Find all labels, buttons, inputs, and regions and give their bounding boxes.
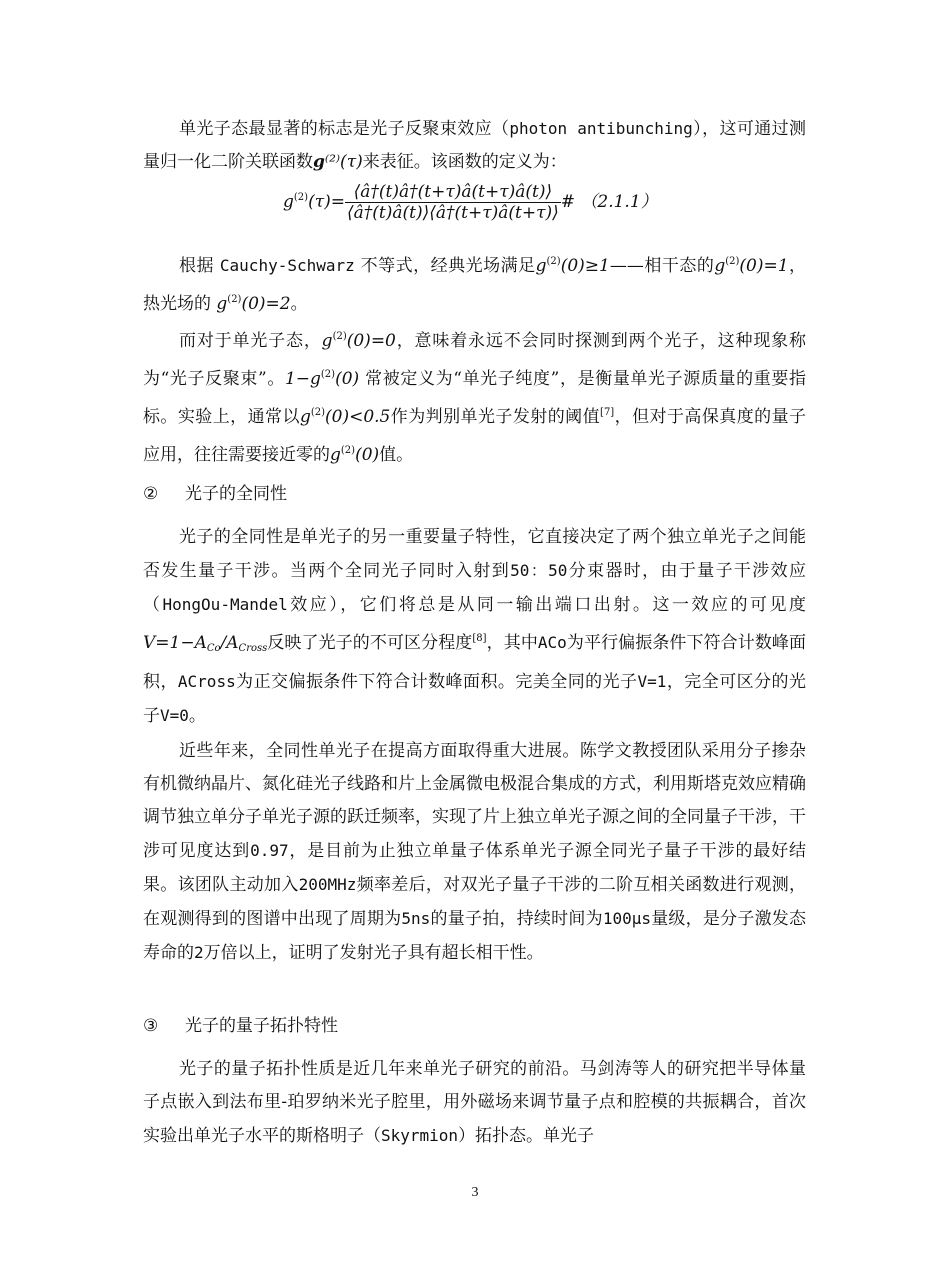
sup: (2) bbox=[725, 256, 740, 267]
text: 效应），它们将总是从同一输出端口出射。这一效应的可见度 bbox=[287, 595, 807, 615]
math-visibility bbox=[143, 633, 267, 653]
term: V=1 bbox=[637, 672, 667, 691]
sup: (2) bbox=[340, 445, 356, 456]
expr: 1− bbox=[284, 369, 310, 389]
eq-numerator: ⟨â†(t)â†(t+τ)â(t+τ)â(t)⟩ bbox=[345, 182, 561, 203]
term: ACo bbox=[537, 633, 567, 652]
text: 作为判别单光子发射的阈值 bbox=[390, 407, 601, 427]
sup: (2) bbox=[227, 294, 242, 305]
sup: (2) bbox=[310, 407, 325, 418]
g: g bbox=[535, 256, 547, 276]
text: 。 bbox=[290, 294, 308, 314]
heading-number: ② bbox=[143, 484, 159, 504]
paragraph-topology bbox=[143, 1053, 806, 1153]
text: ，热光场的 bbox=[143, 256, 807, 314]
eq-lhs-arg: (τ)= bbox=[308, 192, 345, 212]
text: 常被定义为“单光子纯度”，是衡量单光子源质量的重要指标。实验上，通常以 bbox=[143, 369, 806, 427]
g: g bbox=[310, 369, 321, 389]
text: 值。 bbox=[379, 445, 414, 465]
g: g bbox=[321, 331, 333, 351]
eq-denominator: ⟨â†(t)â(t)⟩⟨â†(t+τ)â(t+τ)⟩ bbox=[346, 203, 559, 223]
text: ——相干态的 bbox=[609, 256, 715, 276]
expr: /A bbox=[220, 633, 239, 653]
value: 2 bbox=[194, 943, 204, 962]
expr: (0)≥1 bbox=[560, 256, 610, 276]
text: ），这可通过测量归一化二阶关联函数 bbox=[143, 119, 807, 172]
text: ，完全可区分的光子 bbox=[143, 672, 807, 726]
heading-number: ③ bbox=[143, 1016, 159, 1036]
expr: (0)=1 bbox=[739, 256, 789, 276]
text: 不等式，经典光场满足 bbox=[354, 256, 536, 276]
text: 来表征。该函数的定义为： bbox=[362, 152, 567, 172]
sup: (2) bbox=[320, 369, 336, 380]
paragraph-hom bbox=[143, 521, 806, 733]
text: 量级，是分子激发态寿命的 bbox=[143, 909, 807, 963]
term: V=0 bbox=[160, 706, 189, 725]
expr: (0) bbox=[335, 369, 360, 389]
g: g bbox=[216, 294, 228, 314]
text: 光子的量子拓扑性质是近几年来单光子研究的前沿。马剑涛等人的研究把半导体量子点嵌入到法布里-珀罗纳米光子腔里，用外磁场来调节量子点和腔模的共振耦合，首次实验出单光子水平的斯格明子（ bbox=[143, 1059, 806, 1146]
term-skyrmion: Skyrmion bbox=[381, 1126, 459, 1145]
value: 100μs bbox=[602, 909, 651, 928]
g: g bbox=[714, 256, 726, 276]
text: 为平行偏振条件下符合计数峰面积， bbox=[143, 633, 807, 692]
text: 而对于单光子态， bbox=[179, 331, 322, 351]
text: ）拓扑态。单光子 bbox=[458, 1126, 595, 1146]
math bbox=[330, 445, 379, 465]
heading-text: 光子的量子拓扑特性 bbox=[185, 1016, 338, 1036]
sup: (2) bbox=[546, 256, 561, 267]
sup: (2) bbox=[332, 331, 347, 342]
math-g2-tau: g⁽²⁾(τ) bbox=[313, 152, 363, 172]
text: 万倍以上，证明了发射光子具有超长相干性。 bbox=[203, 943, 544, 963]
text: 单光子态最显著的标志是光子反聚束效应（ bbox=[179, 119, 510, 139]
text: 反映了光子的不可区分程度 bbox=[267, 633, 473, 653]
g: g bbox=[313, 152, 325, 172]
text: 根据 bbox=[179, 256, 220, 276]
expr: (0)=2 bbox=[241, 294, 291, 314]
term: ACross bbox=[177, 672, 236, 691]
paragraph-cauchy-schwarz bbox=[143, 245, 806, 321]
page-number: 3 bbox=[471, 1185, 479, 1200]
sub: Cross bbox=[238, 643, 268, 654]
value: 5ns bbox=[401, 909, 431, 928]
text: 近些年来，全同性单光子在提高方面取得重大进展。陈学文教授团队采用分子掺杂有机微纳晶片、氮化硅光子线路和片上金属微电极混合集成的方式，利用斯塔克效应精确调节独立单分子单光子源的跃迁频率，实现了片上独立单光子源之间的全同量子干涉，干涉可见度达到 bbox=[143, 741, 806, 861]
text: 。 bbox=[188, 706, 206, 726]
citation-8: [8] bbox=[472, 633, 487, 644]
text: 光子的全同性是单光子的另一重要量子特性，它直接决定了两个独立单光子之间能否发生量子干涉。当两个全同光子同时入射到 bbox=[143, 527, 806, 581]
citation-7: [7] bbox=[600, 407, 615, 418]
sub: Co bbox=[206, 643, 221, 654]
eq-tag: # （2.1.1） bbox=[560, 192, 658, 212]
eq-lhs: g bbox=[283, 192, 294, 212]
term-cauchy-schwarz: Cauchy-Schwarz bbox=[219, 256, 355, 275]
text: ，意味着永远不会同时探测到两个光子，这种现象称为“光子反聚束”。 bbox=[143, 331, 807, 389]
value: 200MHz bbox=[298, 875, 357, 894]
g: g bbox=[330, 445, 341, 465]
g: g bbox=[299, 407, 311, 427]
math bbox=[300, 407, 390, 427]
text: 为正交偏振条件下符合计数峰面积。完美全同的光子 bbox=[235, 672, 638, 692]
text: 的量子拍，持续时间为 bbox=[430, 909, 603, 929]
eq-lhs-sup: (2) bbox=[293, 192, 309, 203]
text: 频率差后，对双光子量子干涉的二阶互相关函数进行观测，在观测得到的图谱中出现了周期为 bbox=[143, 875, 807, 929]
expr: (0) bbox=[355, 445, 380, 465]
paragraph-antibunching bbox=[143, 112, 806, 179]
heading-topology bbox=[143, 1010, 338, 1043]
math bbox=[536, 256, 610, 276]
math bbox=[714, 256, 788, 276]
equation-2-1-1 bbox=[283, 182, 658, 238]
text: ，其中 bbox=[486, 633, 538, 653]
math bbox=[216, 294, 290, 314]
text: ，是目前为止独立单量子体系单光子源全同光子量子干涉的最好结果。该团队主动加入 bbox=[143, 841, 807, 895]
term-photon-antibunching: photon antibunching bbox=[509, 119, 693, 138]
expr: (0)=0 bbox=[346, 331, 396, 351]
expr: V=1−A bbox=[143, 633, 207, 653]
ratio: 50：50 bbox=[510, 561, 568, 580]
paragraph-progress bbox=[143, 735, 806, 970]
text: ，但对于高保真度的量子应用，往往需要接近零的 bbox=[143, 407, 807, 465]
text: 分束器时，由于量子干涉效应（ bbox=[143, 561, 807, 615]
paragraph-single-photon-purity bbox=[143, 320, 806, 472]
value: 0.97 bbox=[250, 841, 289, 860]
math bbox=[322, 331, 396, 351]
math bbox=[285, 369, 359, 389]
heading-text: 光子的全同性 bbox=[185, 484, 287, 504]
heading-indistinguishability bbox=[143, 478, 287, 511]
eq-fraction bbox=[345, 182, 561, 223]
expr: (0)<0.5 bbox=[325, 407, 391, 427]
term-hom: HongOu-Mandel bbox=[162, 595, 288, 614]
